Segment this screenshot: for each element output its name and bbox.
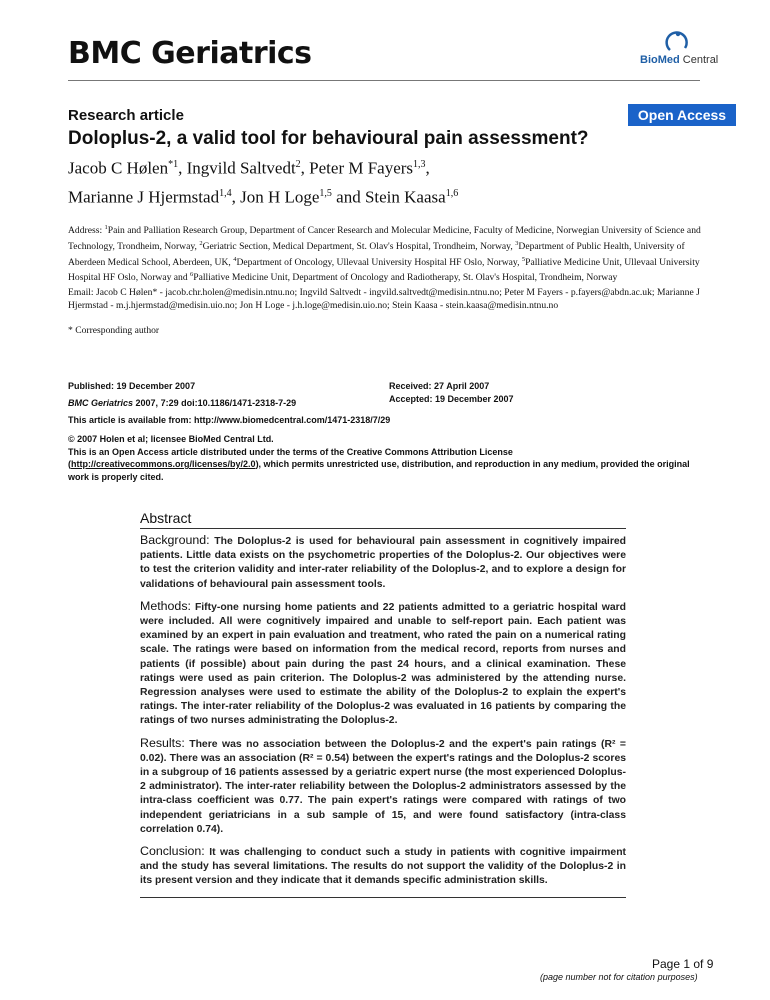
citation-doi: :29 doi:10.1186/1471-2318-7-29	[165, 398, 297, 408]
affiliation-address	[68, 222, 702, 285]
copyright-line: © 2007 Holen et al; licensee BioMed Central Ltd.	[68, 434, 274, 444]
section-text: There was no association between the Doloplus-2 and the expert's pain ratings (R² = 0.02). There was an association (R² = 0.54) between the expert's ratings and the Doloplus-2 scores in a subgroup of 16 patients assessed by a geriatric expert nurse (the most experienced Doloplus-2 administrator). The inter-rater reliability between the Doloplus-2 administrators assessed by the intra-class coefficient was 0.77. The pain expert's ratings were compared with ratings of two independent geriatricians in a sub sample of 15, and were found satisfactory (intra-class correlation 0.74).	[140, 738, 626, 835]
author-separator: ,	[178, 158, 187, 178]
section-text: It was challenging to conduct such a study in patients with cognitive impairment and the study has several limitations. The results do not support the validity of the Doloplus-2 in its present version and they indicate that it demands specific administration skills.	[140, 847, 626, 887]
address-part: Geriatric Section, Medical Department, St. Olav's Hospital, Trondheim, Norway,	[202, 240, 516, 252]
author-affiliation: 1,6	[445, 187, 459, 199]
published-line	[68, 380, 390, 393]
section-label: Conclusion:	[140, 844, 205, 859]
section-label: Methods:	[140, 598, 191, 613]
abstract-results	[140, 736, 626, 837]
logo-bio: Bio	[640, 54, 658, 66]
address-sup: 3	[515, 239, 519, 247]
address-part: Department of Public Health, University of Aberdeen Medical School, Aberdeen, UK,	[68, 240, 685, 268]
section-text: Fifty-one nursing home patients and 22 patients admitted to a geriatric hospital ward were included. All were cognitively impaired and unable to self-report pain. Each patient was examined by an expert in pain evaluation and treatment, who rated the pain on a numerical rating scale. The ratings were based on information from the medical record, reports from nurses and patients (if possible) about pain during the past 24 hours, and a clinical examination. These ratings were used as pain criterion. The Doloplus-2 was administered by the attending nurse. Regression analyses were used to estimate the ability of the Doloplus-2 to explain the expert's ratings. The inter-rater reliability of the Doloplus-2 was evaluated in 16 patients by comparing the ratings of two nurses administrating the Doloplus-2.	[140, 601, 626, 727]
header-divider	[68, 80, 700, 81]
logo-central: Central	[679, 54, 719, 66]
author-affiliation: 1,4	[219, 187, 232, 199]
address-sup: 1	[104, 224, 108, 231]
citation-journal: BMC Geriatrics	[68, 398, 134, 408]
author-separator: ,	[425, 158, 430, 178]
article-type: Research article	[68, 107, 184, 124]
author-affiliation: *1	[168, 159, 179, 170]
logo-med: Med	[657, 54, 680, 66]
author-affiliation: 1,5	[319, 187, 332, 199]
abstract-bottom-divider	[140, 897, 626, 898]
author-name[interactable]: Marianne J Hjermstad	[68, 187, 220, 207]
address-label: Address:	[68, 225, 105, 237]
address-sup: 6	[190, 271, 194, 279]
author-emails[interactable]: Email: Jacob C Hølen* - jacob.chr.holen@medisin.ntnu.no; Ingvild Saltvedt - ingvild.saltvedt@medisin.ntnu.no; Peter M Fayers - p.fayers@abdn.ac.uk; Marianne J Hjermstad - m.j.hjermstad@medisin.uio.no; Jon H Loge - j.h.loge@medisin.uio.no; Stein Kaasa - stein.kaasa@medisin.ntnu.no	[68, 287, 700, 311]
author-name[interactable]: Jacob C Hølen	[68, 158, 169, 178]
author-affiliation: 2	[295, 159, 301, 170]
citation-year: 2007,	[133, 398, 161, 408]
published-label: Published:	[68, 381, 117, 391]
address-part: Pain and Palliation Research Group, Department of Cancer Research and Molecular Medicine, Faculty of Medicine, Norwegian University of Science and Technology, Trondheim, Norway,	[68, 225, 701, 252]
published-date: 19 December 2007	[116, 381, 196, 391]
page-number: Page 1 of 9	[652, 957, 714, 971]
abstract-heading: Abstract	[140, 510, 192, 526]
article-title: Doloplus-2, a valid tool for behavioural pain assessment?	[68, 128, 589, 149]
abstract-methods	[140, 599, 626, 729]
author-name[interactable]: Peter M Fayers	[309, 158, 414, 178]
address-part: Palliative Medicine Unit, Ullevaal University Hospital HF Oslo, Norway and	[68, 256, 700, 284]
author-list	[68, 152, 708, 209]
author-separator: ,	[300, 158, 310, 178]
license-text-end: ), which permits unrestricted use, distribution, and reproduction in any medium, provided the original work is properly cited.	[68, 459, 690, 482]
license-text-start: This is an Open Access article distributed under the terms of the Creative Commons Attribution License (	[68, 446, 513, 469]
address-sup: 2	[199, 239, 203, 247]
license-block	[68, 433, 708, 483]
open-access-badge[interactable]: Open Access	[628, 104, 736, 126]
publisher-logo[interactable]	[640, 28, 719, 70]
author-name[interactable]: Ingvild Saltvedt	[186, 158, 296, 178]
section-label: Results:	[140, 735, 185, 750]
license-text	[68, 446, 708, 484]
address-sup: 5	[521, 255, 526, 263]
author-name[interactable]: Stein Kaasa	[364, 187, 446, 207]
section-label: Background:	[140, 533, 210, 547]
abstract-conclusion	[140, 844, 626, 889]
citation-volume: 7	[160, 398, 166, 408]
publication-info	[68, 380, 390, 427]
publisher-logo-text	[640, 54, 718, 66]
author-separator: and	[331, 187, 365, 207]
citation-line	[68, 397, 390, 410]
biomed-logo-icon	[640, 28, 712, 54]
address-sup: 4	[233, 255, 237, 263]
article-url[interactable]: This article is available from: http://www.biomedcentral.com/1471-2318/7/29	[68, 415, 391, 425]
received-date: Received: 27 April 2007	[389, 381, 490, 391]
license-link[interactable]: http://creativecommons.org/licenses/by/2.0	[71, 459, 256, 469]
abstract-background	[140, 533, 626, 592]
section-text: The Doloplus-2 is used for behavioural pain assessment in cognitively impaired patients. Little data exists on the psychometric properties of the Doloplus-2. Our objectives were to test the criterion validity and inter-rater reliability of the Doloplus-2, and to explore a design for validations of behavioural pain assessment tools.	[140, 536, 626, 590]
address-part: Palliative Medicine Unit, Department of Oncology and Radiotherapy, St. Olav's Hospital, Trondheim, Norway	[193, 272, 618, 284]
author-affiliation: 1,3	[413, 159, 426, 170]
page-number-note: (page number not for citation purposes)	[540, 972, 698, 982]
abstract-divider	[140, 528, 626, 529]
journal-title: BMC Geriatrics	[68, 36, 312, 71]
address-part: Department of Oncology, Ullevaal University Hospital HF Oslo, Norway,	[236, 256, 522, 268]
author-name[interactable]: Jon H Loge	[240, 187, 320, 207]
author-separator: ,	[231, 187, 241, 207]
received-accepted	[389, 380, 514, 406]
accepted-date: Accepted: 19 December 2007	[389, 394, 514, 404]
abstract	[140, 510, 626, 896]
corresponding-author-note: * Corresponding author	[68, 325, 160, 336]
